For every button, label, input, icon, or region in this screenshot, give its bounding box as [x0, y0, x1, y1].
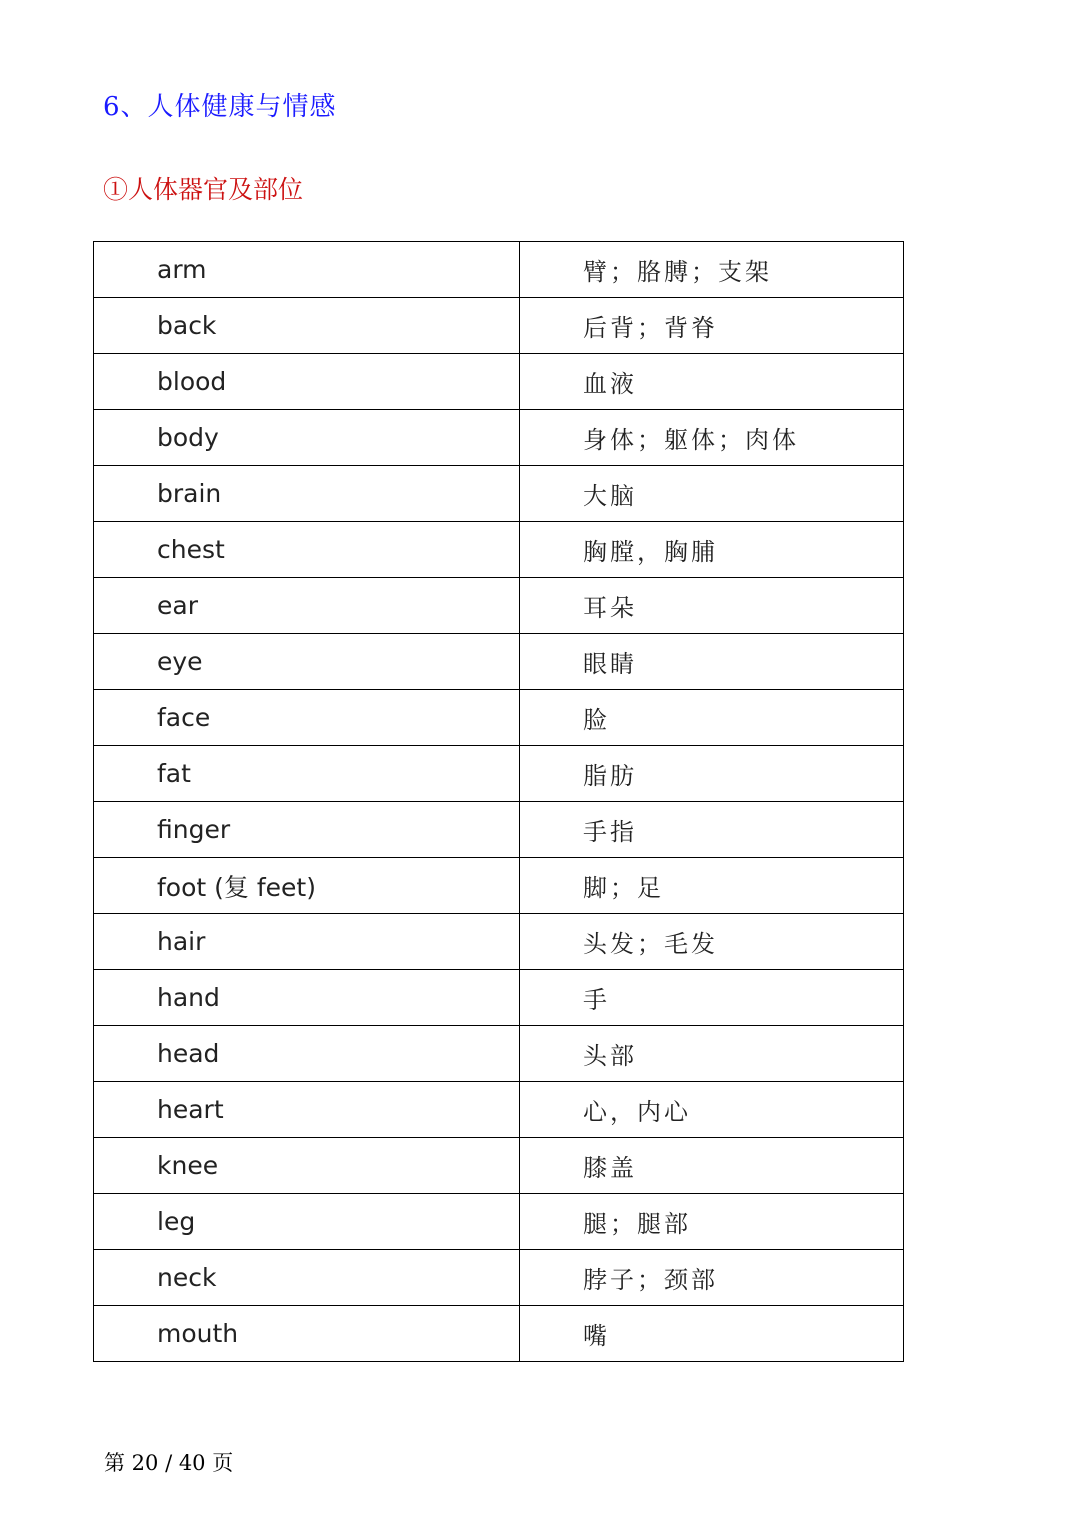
chinese-meaning-cell: 脚；足 [520, 858, 904, 914]
english-word-cell: mouth [94, 1306, 520, 1362]
chinese-meaning-cell: 耳朵 [520, 578, 904, 634]
english-word-cell: foot (复 feet) [94, 858, 520, 914]
english-word-cell: leg [94, 1194, 520, 1250]
table-row [94, 1306, 904, 1362]
chinese-meaning-cell: 脂肪 [520, 746, 904, 802]
section-title: 6、人体健康与情感 [103, 92, 337, 122]
english-word-cell: head [94, 1026, 520, 1082]
chinese-meaning-cell: 心，内心 [520, 1082, 904, 1138]
chinese-meaning-cell: 胸膛，胸脯 [520, 522, 904, 578]
chinese-meaning-cell: 后背；背脊 [520, 298, 904, 354]
english-word-cell: neck [94, 1250, 520, 1306]
table-row [94, 1250, 904, 1306]
english-word-cell: back [94, 298, 520, 354]
chinese-meaning-cell: 脸 [520, 690, 904, 746]
english-word-cell: eye [94, 634, 520, 690]
sub-title: ①人体器官及部位 [103, 175, 304, 204]
table-row [94, 242, 904, 298]
table-row [94, 298, 904, 354]
chinese-meaning-cell: 膝盖 [520, 1138, 904, 1194]
table-row [94, 354, 904, 410]
chinese-meaning-cell: 血液 [520, 354, 904, 410]
table-row [94, 1082, 904, 1138]
table-row [94, 1194, 904, 1250]
table-row [94, 746, 904, 802]
chinese-meaning-cell: 眼睛 [520, 634, 904, 690]
english-word-cell: knee [94, 1138, 520, 1194]
chinese-meaning-cell: 身体；躯体；肉体 [520, 410, 904, 466]
chinese-meaning-cell: 脖子；颈部 [520, 1250, 904, 1306]
table-row [94, 690, 904, 746]
english-word-cell: body [94, 410, 520, 466]
table-row [94, 1026, 904, 1082]
english-word-cell: ear [94, 578, 520, 634]
chinese-meaning-cell: 嘴 [520, 1306, 904, 1362]
vocabulary-table [93, 241, 904, 1362]
table-row [94, 634, 904, 690]
chinese-meaning-cell: 手指 [520, 802, 904, 858]
chinese-meaning-cell: 臂；胳膊；支架 [520, 242, 904, 298]
english-word-cell: hair [94, 914, 520, 970]
table-row [94, 970, 904, 1026]
english-word-cell: fat [94, 746, 520, 802]
english-word-cell: heart [94, 1082, 520, 1138]
chinese-meaning-cell: 头发；毛发 [520, 914, 904, 970]
table-row [94, 466, 904, 522]
page-footer: 第 20 / 40 页 [104, 1451, 234, 1475]
english-word-cell: hand [94, 970, 520, 1026]
english-word-cell: chest [94, 522, 520, 578]
chinese-meaning-cell: 大脑 [520, 466, 904, 522]
chinese-meaning-cell: 头部 [520, 1026, 904, 1082]
table-row [94, 578, 904, 634]
chinese-meaning-cell: 腿；腿部 [520, 1194, 904, 1250]
table-row [94, 1138, 904, 1194]
english-word-cell: blood [94, 354, 520, 410]
english-word-cell: brain [94, 466, 520, 522]
table-row [94, 410, 904, 466]
chinese-meaning-cell: 手 [520, 970, 904, 1026]
table-row [94, 522, 904, 578]
table-row [94, 914, 904, 970]
table-row [94, 802, 904, 858]
english-word-cell: arm [94, 242, 520, 298]
english-word-cell: face [94, 690, 520, 746]
english-word-cell: finger [94, 802, 520, 858]
table-row [94, 858, 904, 914]
